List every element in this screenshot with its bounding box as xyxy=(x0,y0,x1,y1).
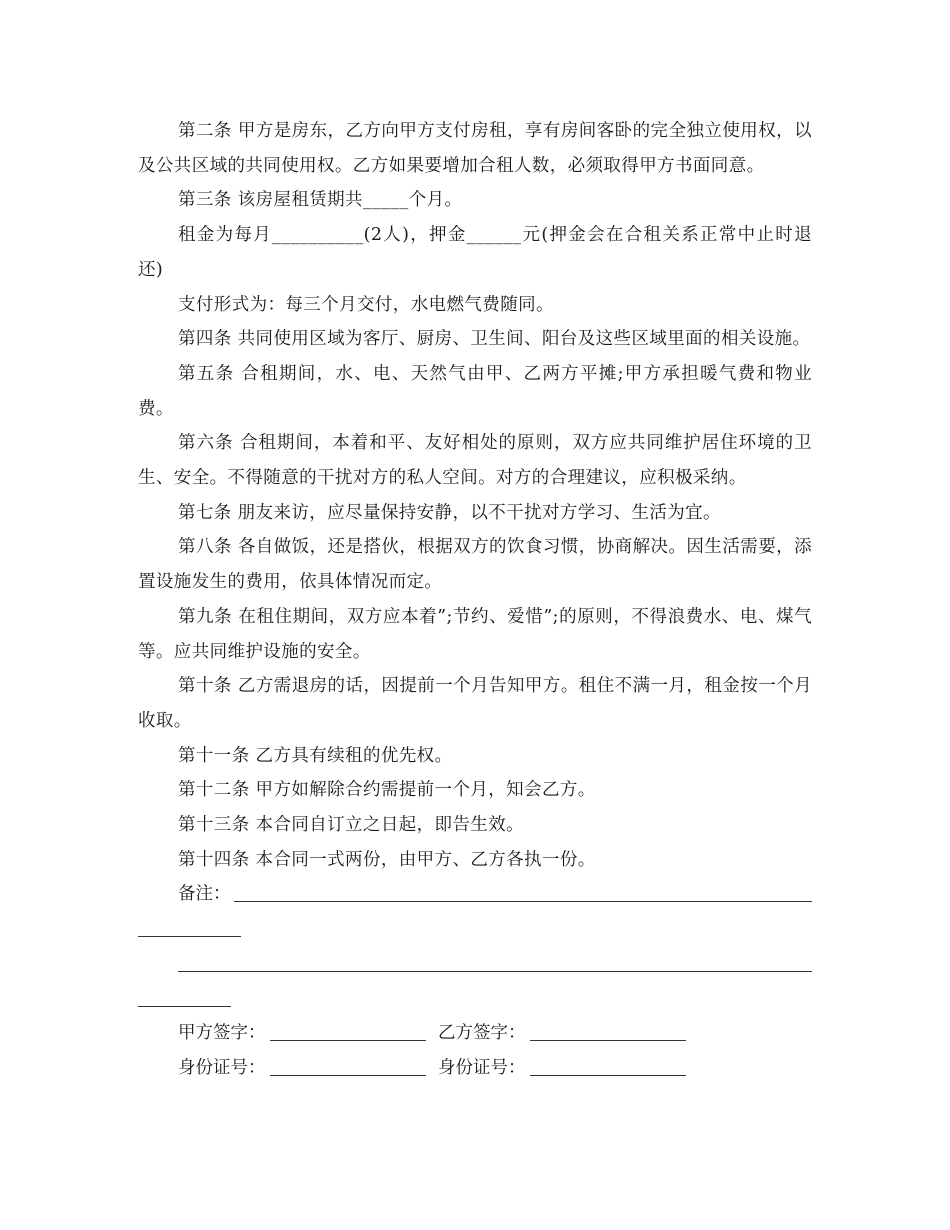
clause-6: 第六条 合租期间，本着和平、友好相处的原则，双方应共同维护居住环境的卫生、安全。不得随意的干扰对方的私人空间。对方的合理建议，应积极采纳。 xyxy=(138,433,812,489)
party-a-sign-field[interactable] xyxy=(270,1040,426,1041)
party-b-id-label: 身份证号： xyxy=(438,1057,526,1078)
clause-3: 第三条 该房屋租赁期共_____个月。 xyxy=(178,190,463,211)
clause-3-payment: 支付形式为：每三个月交付，水电燃气费随同。 xyxy=(178,294,554,315)
clause-10: 第十条 乙方需退房的话，因提前一个月告知甲方。租住不满一月，租金按一个月收取。 xyxy=(138,676,812,731)
party-a-sign-label: 甲方签字： xyxy=(178,1023,266,1044)
clause-3-rent: 租金为每月__________(2人)，押金______元(押金会在合租关系正常中止时退还) xyxy=(138,225,812,280)
party-b-id-field[interactable] xyxy=(530,1075,686,1076)
remarks-row-4 xyxy=(138,982,812,1017)
contract-page xyxy=(138,114,812,1086)
signature-row xyxy=(138,1016,812,1051)
remarks-label: 备注： xyxy=(178,884,231,905)
id-row xyxy=(138,1051,812,1086)
clause-7: 第七条 朋友来访，应尽量保持安静，以不干扰对方学习、生活为宜。 xyxy=(178,502,721,523)
clause-8: 第八条 各自做饭，还是搭伙，根据双方的饮食习惯，协商解决。因生活需要，添置设施发生的费用，依具体情况而定。 xyxy=(138,537,812,593)
clause-11: 第十一条 乙方具有续租的优先权。 xyxy=(178,745,453,766)
remarks-row-3 xyxy=(138,947,812,982)
clause-5: 第五条 合租期间，水、电、天然气由甲、乙两方平摊;甲方承担暖气费和物业费。 xyxy=(138,363,812,419)
clause-12: 第十二条 甲方如解除合约需提前一个月，知会乙方。 xyxy=(178,780,596,801)
clause-2: 第二条 甲方是房东，乙方向甲方支付房租，享有房间客卧的完全独立使用权，以及公共区域的共同使用权。乙方如果要增加合租人数，必须取得甲方书面同意。 xyxy=(138,121,812,176)
remarks-line-2-cont xyxy=(138,1006,231,1007)
clause-9: 第九条 在租住期间，双方应本着”;节约、爱惜”;的原则，不得浪费水、电、煤气等。应共同维护设施的安全。 xyxy=(138,606,812,662)
party-a-id-label: 身份证号： xyxy=(178,1057,266,1078)
party-a-id-field[interactable] xyxy=(270,1075,426,1076)
clause-14: 第十四条 本合同一式两份，由甲方、乙方各执一份。 xyxy=(178,849,596,870)
clause-13: 第十三条 本合同自订立之日起，即告生效。 xyxy=(178,815,525,836)
party-b-sign-field[interactable] xyxy=(530,1040,686,1041)
party-b-sign-label: 乙方签字： xyxy=(438,1023,526,1044)
remarks-line-1-cont xyxy=(138,936,241,937)
clause-4: 第四条 共同使用区域为客厅、厨房、卫生间、阳台及这些区域里面的相关设施。 xyxy=(178,329,811,350)
remarks-line-1 xyxy=(234,901,812,902)
remarks-line-2 xyxy=(178,971,812,972)
remarks-row-1 xyxy=(138,877,812,912)
remarks-row-2 xyxy=(138,912,812,947)
